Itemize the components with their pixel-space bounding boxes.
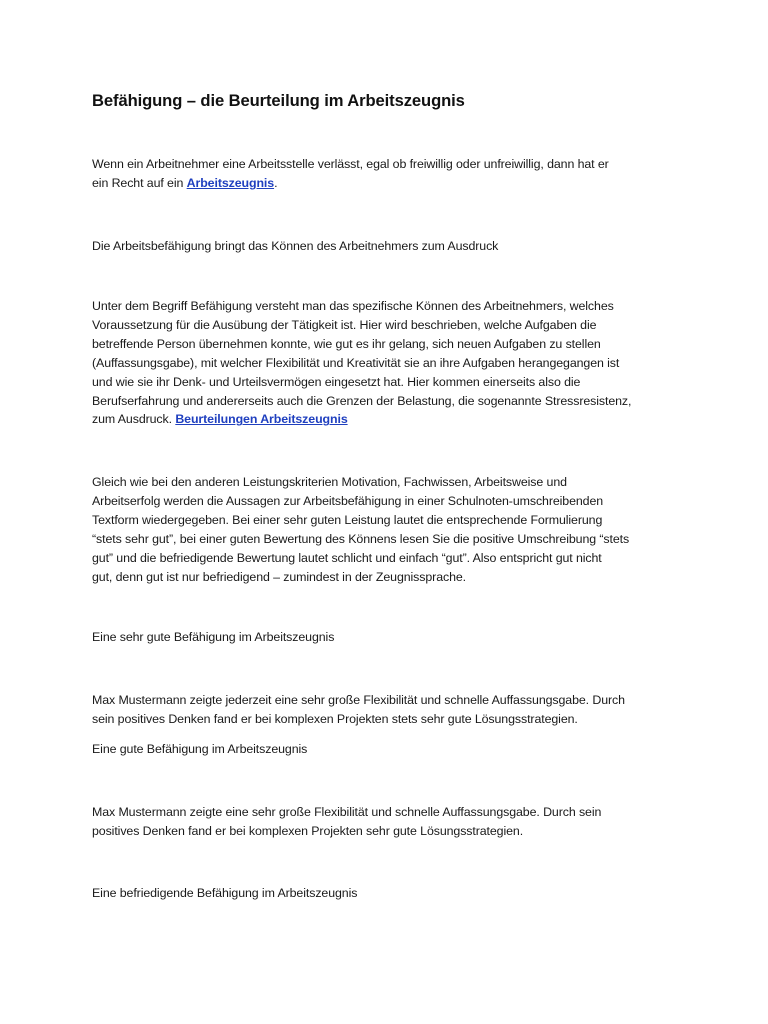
paragraph-line: betreffende Person übernehmen konnte, wie gut es ihr gelang, sich neuen Aufgaben zu stellen bbox=[92, 336, 601, 351]
paragraph-line: (Auffassungsgabe), mit welcher Flexibilität und Kreativität sie an ihre Aufgaben herangegangen ist bbox=[92, 355, 620, 370]
subheading-gut: Eine gute Befähigung im Arbeitszeugnis bbox=[92, 742, 308, 756]
paragraph-line: gut” und die befriedigende Bewertung lautet schlicht und einfach “gut”. Also entspricht gut nicht bbox=[92, 550, 602, 565]
intro-line-2-suffix: . bbox=[274, 175, 278, 190]
paragraph-line: Arbeitserfolg werden die Aussagen zur Arbeitsbefähigung in einer Schulnoten-umschreibenden bbox=[92, 493, 604, 508]
subheading-arbeitsbefaehigung: Die Arbeitsbefähigung bringt das Können des Arbeitnehmers zum Ausdruck bbox=[92, 239, 499, 253]
subheading-befriedigend: Eine befriedigende Befähigung im Arbeitszeugnis bbox=[92, 886, 358, 900]
example-line: positives Denken fand er bei komplexen Projekten sehr gute Lösungsstrategien. bbox=[92, 823, 524, 838]
example-sehr-gut bbox=[92, 691, 682, 729]
intro-paragraph bbox=[92, 155, 682, 193]
example-line: Max Mustermann zeigte eine sehr große Flexibilität und schnelle Auffassungsgabe. Durch sein bbox=[92, 805, 602, 819]
paragraph-line-last bbox=[92, 410, 682, 429]
document-title: Befähigung – die Beurteilung im Arbeitszeugnis bbox=[92, 91, 465, 110]
example-gut bbox=[92, 803, 682, 841]
paragraph-last-prefix: zum Ausdruck. bbox=[92, 412, 176, 427]
paragraph-line: gut, denn gut ist nur befriedigend – zumindest in der Zeugnissprache. bbox=[92, 569, 467, 584]
paragraph-line: Voraussetzung für die Ausübung der Tätigkeit ist. Hier wird beschrieben, welche Aufgaben die bbox=[92, 317, 597, 332]
paragraph-line: und wie sie ihr Denk- und Urteilsvermögen eingesetzt hat. Hier kommen einerseits also die bbox=[92, 374, 581, 389]
paragraph-line: “stets sehr gut”, bei einer guten Bewertung des Könnens lesen Sie die positive Umschreibung “stets bbox=[92, 531, 630, 546]
example-line: Max Mustermann zeigte jederzeit eine sehr große Flexibilität und schnelle Auffassungsgabe. Durch bbox=[92, 693, 625, 707]
paragraph-line: Berufserfahrung und andererseits auch die Grenzen der Belastung, die sogenannte Stressresistenz, bbox=[92, 393, 632, 408]
beurteilungen-arbeitszeugnis-link[interactable]: Beurteilungen Arbeitszeugnis bbox=[175, 412, 348, 427]
definition-paragraph bbox=[92, 297, 682, 429]
arbeitszeugnis-link[interactable]: Arbeitszeugnis bbox=[186, 175, 275, 190]
subheading-sehr-gut: Eine sehr gute Befähigung im Arbeitszeugnis bbox=[92, 630, 335, 644]
intro-line-2-prefix: ein Recht auf ein bbox=[92, 175, 187, 190]
paragraph-line: Unter dem Begriff Befähigung versteht man das spezifische Können des Arbeitnehmers, welches bbox=[92, 299, 614, 313]
intro-line-2 bbox=[92, 174, 682, 193]
paragraph-line: Textform wiedergegeben. Bei einer sehr guten Leistung lautet die entsprechende Formulierung bbox=[92, 512, 603, 527]
leistungskriterien-paragraph bbox=[92, 473, 682, 586]
example-line: sein positives Denken fand er bei komplexen Projekten stets sehr gute Lösungsstrategien. bbox=[92, 711, 578, 726]
paragraph-line: Gleich wie bei den anderen Leistungskriterien Motivation, Fachwissen, Arbeitsweise und bbox=[92, 475, 567, 489]
intro-line-1: Wenn ein Arbeitnehmer eine Arbeitsstelle verlässt, egal ob freiwillig oder unfreiwillig, dann hat er bbox=[92, 157, 609, 171]
